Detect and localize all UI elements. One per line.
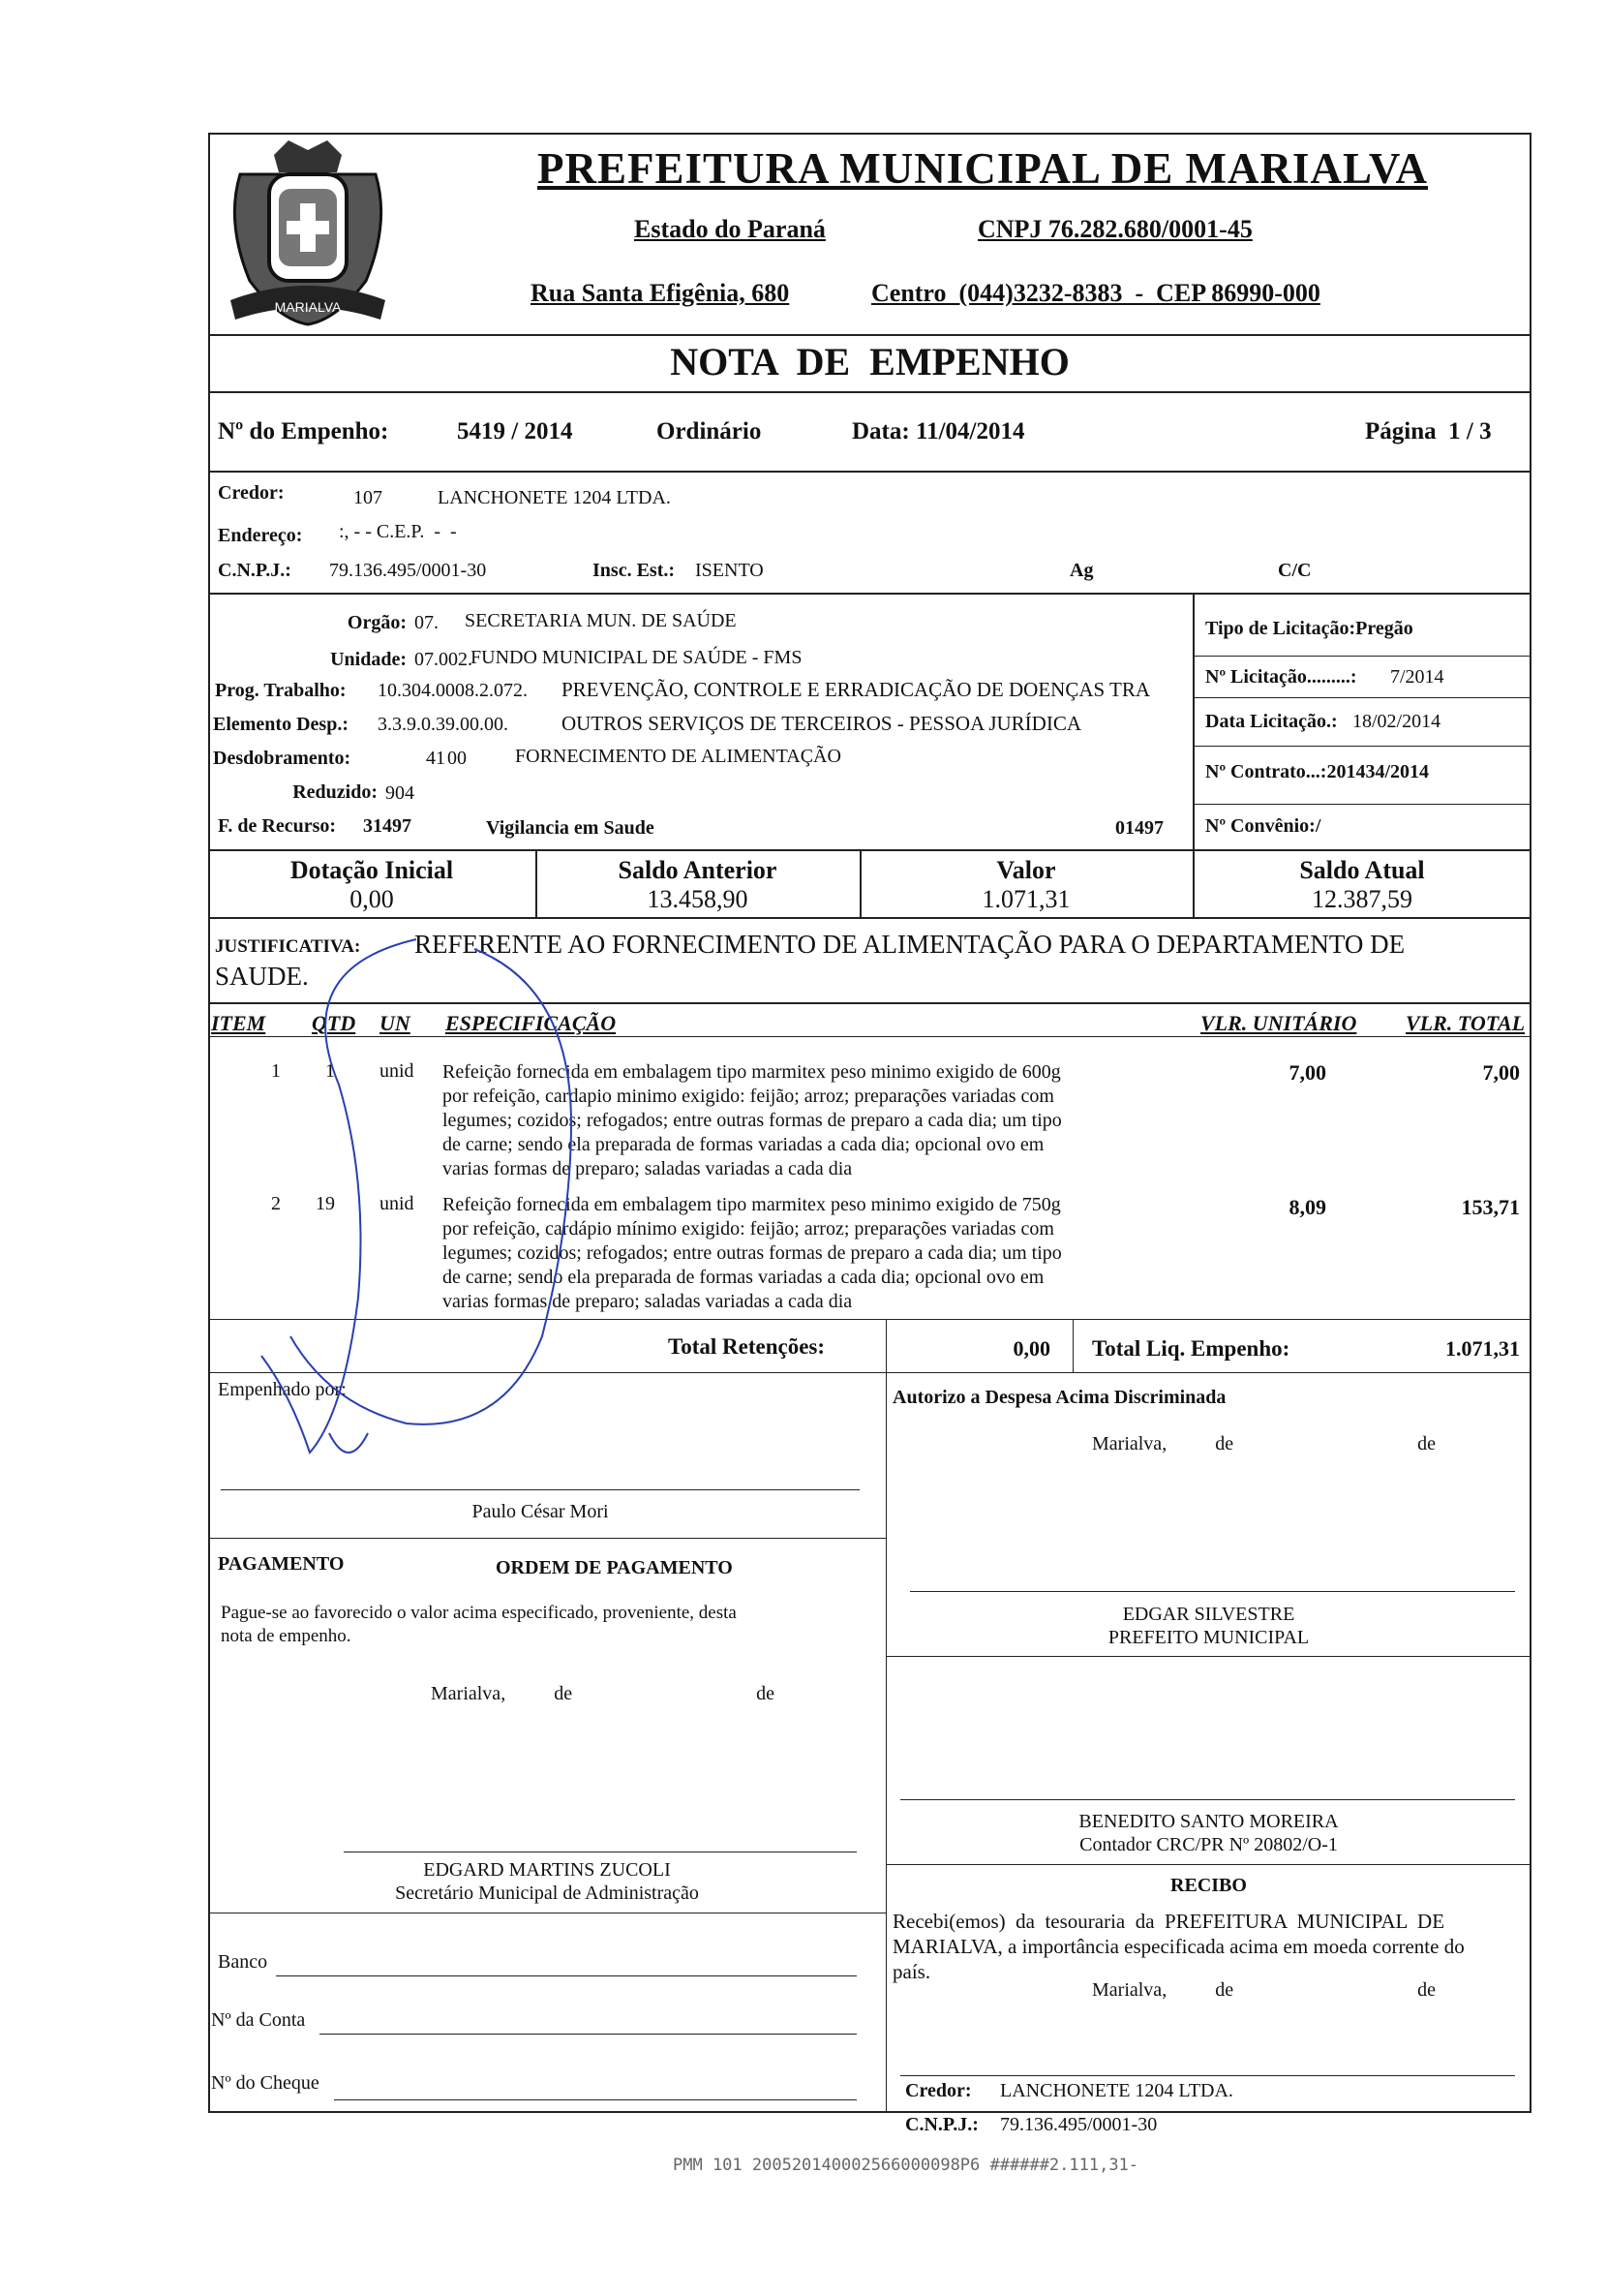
valor-value: 1.071,31 (982, 885, 1071, 913)
spec-line: por refeição, cardápio mínimo exigido: feijão; arroz; preparações variadas com (442, 1218, 1054, 1240)
col-total-value: VLR. TOTAL (1406, 1011, 1526, 1035)
item-unit-value: 7,00 (1289, 1060, 1326, 1085)
address-label: Endereço: (218, 525, 303, 546)
licitacao-number-label: Nº Licitação.........: (1205, 666, 1357, 688)
cnpj-header: CNPJ 76.282.680/0001-45 (978, 215, 1253, 243)
reduzido-label: Reduzido: (292, 781, 378, 803)
banco-label: Banco (218, 1951, 268, 1973)
justificativa-text-2: SAUDE. (215, 962, 309, 991)
recibo-cnpj-value: 79.136.495/0001-30 (1000, 2114, 1158, 2135)
credor-code: 107 (353, 487, 382, 508)
orgao-label: Orgão: (347, 612, 407, 633)
spec-line: legumes; cozidos; refogados; entre outras formas de preparo a cada dia; um tipo (442, 1110, 1062, 1131)
unidade-label: Unidade: (330, 649, 407, 670)
desdobramento-name: FORNECIMENTO DE ALIMENTAÇÃO (515, 746, 841, 767)
cheque-field[interactable] (334, 2099, 857, 2100)
prog-label: Prog. Trabalho: (215, 680, 347, 701)
state-label: Estado do Paraná (634, 215, 826, 243)
justificativa-text: REFERENTE AO FORNECIMENTO DE ALIMENTAÇÃO PARA O DEPARTAMENTO DE (414, 930, 1406, 959)
contrato: Nº Contrato...:201434/2014 (1205, 761, 1430, 782)
col-unit-value: VLR. UNITÁRIO (1200, 1011, 1357, 1035)
saldo-atual-value: 12.387,59 (1312, 885, 1412, 913)
item-qtd: 1 (325, 1060, 335, 1082)
unidade-name: FUNDO MUNICIPAL DE SAÚDE - FMS (470, 647, 803, 668)
pague-line-2: nota de empenho. (221, 1626, 351, 1646)
item-total-value: 153,71 (1461, 1195, 1520, 1219)
desdobramento-code: 41 (426, 748, 445, 769)
recibo-line-3: país. (893, 1960, 931, 1983)
recibo-label: RECIBO (1170, 1875, 1247, 1896)
ag-label: Ag (1070, 560, 1094, 581)
item-un: unid (379, 1060, 414, 1082)
spec-line: varias formas de preparo; saladas variadas a cada dia (442, 1291, 853, 1312)
insc-label: Insc. Est.: (592, 560, 676, 581)
col-spec: ESPECIFICAÇÃO (445, 1011, 617, 1035)
col-item: ITEM (211, 1011, 266, 1035)
elemento-name: OUTROS SERVIÇOS DE TERCEIROS - PESSOA JURÍDICA (561, 712, 1082, 735)
empenhado-name: Paulo César Mori (471, 1501, 609, 1522)
credor-name: LANCHONETE 1204 LTDA. (438, 487, 671, 508)
cnpj-label: C.N.P.J.: (218, 560, 291, 581)
contador-name: BENEDITO SANTO MOREIRA (1078, 1811, 1339, 1832)
recibo-line-1: Recebi(emos) da tesouraria da PREFEITURA MUNICIPAL DE (893, 1910, 1445, 1933)
justificativa-label: JUSTIFICATIVA: (215, 936, 361, 957)
col-qtd: QTD (312, 1011, 356, 1035)
cheque-label: Nº do Cheque (211, 2072, 319, 2094)
spec-line: de carne; sendo ela preparada de formas variadas a cada dia; opcional ovo em (442, 1267, 1045, 1288)
licitacao-date-label: Data Licitação.: (1205, 711, 1338, 732)
empenho-type: Ordinário (656, 418, 762, 444)
credor-label: Credor: (218, 482, 285, 504)
empenho-date: Data: 11/04/2014 (852, 418, 1025, 444)
item-total-value: 7,00 (1482, 1060, 1520, 1085)
page-title: PREFEITURA MUNICIPAL DE MARIALVA (537, 144, 1429, 193)
convenio: Nº Convênio:/ (1205, 815, 1321, 837)
saldo-atual-label: Saldo Atual (1299, 856, 1425, 884)
contador-title: Contador CRC/PR Nº 20802/O-1 (1079, 1834, 1338, 1855)
licitacao-number: 7/2014 (1390, 666, 1444, 688)
valor-label: Valor (996, 856, 1056, 884)
prefeito-title: PREFEITO MUNICIPAL (1107, 1627, 1310, 1648)
cnpj-value: 79.136.495/0001-30 (329, 560, 487, 581)
spec-line: varias formas de preparo; saladas variadas a cada dia (442, 1158, 853, 1179)
recibo-credor-value: LANCHONETE 1204 LTDA. (1000, 2080, 1233, 2101)
saldo-anterior-label: Saldo Anterior (618, 856, 777, 884)
recurso-num: 01497 (1115, 817, 1164, 839)
item-number: 1 (271, 1060, 281, 1082)
desdobramento-label: Desdobramento: (213, 748, 351, 769)
orgao-name: SECRETARIA MUN. DE SAÚDE (465, 610, 737, 631)
recibo-cnpj-label: C.N.P.J.: (905, 2114, 979, 2135)
licitacao-date: 18/02/2014 (1352, 711, 1441, 732)
empenho-number: 5419 / 2014 (457, 418, 573, 444)
pagamento-label: PAGAMENTO (218, 1553, 345, 1575)
col-un: UN (379, 1011, 410, 1035)
crest-ribbon-text: MARIALVA (274, 299, 342, 315)
liq-empenho-label: Total Liq. Empenho: (1092, 1336, 1290, 1361)
elemento-code: 3.3.9.0.39.00.00. (378, 714, 508, 735)
conta-field[interactable] (319, 2034, 857, 2035)
date-line-pagamento: Marialva, de de (431, 1683, 774, 1704)
date-line-recibo: Marialva, de de (1092, 1979, 1436, 2001)
prog-code: 10.304.0008.2.072. (378, 680, 528, 701)
empenho-label: Nº do Empenho: (218, 418, 389, 444)
secretario-name: EDGARD MARTINS ZUCOLI (423, 1859, 671, 1881)
prefeito-name: EDGAR SILVESTRE (1122, 1604, 1295, 1625)
date-line-autorizo: Marialva, de de (1092, 1433, 1436, 1454)
prog-name: PREVENÇÃO, CONTROLE E ERRADICAÇÃO DE DOENÇAS TRA (561, 678, 1151, 701)
insc-value: ISENTO (695, 560, 764, 581)
dotacao-value: 0,00 (349, 885, 394, 913)
page-number: Página 1 / 3 (1365, 418, 1492, 444)
item-unit-value: 8,09 (1289, 1195, 1326, 1219)
address-line: Rua Santa Efigênia, 680 (531, 279, 790, 307)
liq-empenho-value: 1.071,31 (1445, 1336, 1520, 1361)
recurso-name: Vigilancia em Saude (486, 817, 654, 839)
item-un: unid (379, 1193, 414, 1214)
dotacao-label: Dotação Inicial (289, 856, 454, 884)
retencoes-value: 0,00 (1013, 1336, 1050, 1361)
spec-line: legumes; cozidos; refogados; entre outras formas de preparo a cada dia; um tipo (442, 1242, 1062, 1264)
retencoes-label: Total Retenções: (668, 1334, 826, 1359)
contact-line: Centro (044)3232-8383 - CEP 86990-000 (871, 279, 1320, 307)
cc-label: C/C (1278, 560, 1312, 581)
reduzido-code: 904 (385, 782, 414, 804)
desdobramento-sub: 00 (447, 748, 467, 769)
spec-line: por refeição, cardapio minimo exigido: feijão; arroz; preparações variadas com (442, 1086, 1054, 1107)
empenhado-label: Empenhado por: (218, 1379, 347, 1400)
address-value: :, - - C.E.P. - - (339, 521, 457, 542)
elemento-label: Elemento Desp.: (213, 714, 349, 735)
recurso-label: F. de Recurso: (218, 815, 337, 837)
item-number: 2 (271, 1193, 281, 1214)
banco-field[interactable] (276, 1975, 857, 1976)
orgao-code: 07. (414, 612, 439, 633)
item-qtd: 19 (316, 1193, 335, 1214)
doc-title: NOTA DE EMPENHO (670, 340, 1070, 383)
footer-code: PMM 101 200520140002566000098P6 ######2.111,31- (673, 2156, 1139, 2175)
spec-line: Refeição fornecida em embalagem tipo marmitex peso minimo exigido de 750g (442, 1194, 1061, 1215)
recibo-credor-label: Credor: (905, 2080, 972, 2101)
conta-label: Nº da Conta (211, 2009, 306, 2031)
handwritten-signature (252, 930, 716, 1472)
saldo-anterior-value: 13.458,90 (647, 885, 748, 913)
spec-line: de carne; sendo ela preparada de formas variadas a cada dia; opcional ovo em (442, 1134, 1045, 1155)
spec-line: Refeição fornecida em embalagem tipo marmitex peso minimo exigido de 600g (442, 1061, 1061, 1083)
pague-line-1: Pague-se ao favorecido o valor acima especificado, proveniente, desta (221, 1603, 737, 1623)
autorizo-label: Autorizo a Despesa Acima Discriminada (893, 1387, 1227, 1408)
recurso-code: 31497 (363, 815, 411, 837)
recibo-line-2: MARIALVA, a importância especificada acima em moeda corrente do (893, 1935, 1465, 1958)
unidade-code: 07.002. (414, 649, 472, 670)
ordem-pagamento-label: ORDEM DE PAGAMENTO (496, 1557, 733, 1578)
municipal-crest (211, 136, 405, 339)
secretario-title: Secretário Municipal de Administração (395, 1883, 699, 1904)
tipo-licitacao: Tipo de Licitação:Pregão (1205, 618, 1413, 639)
